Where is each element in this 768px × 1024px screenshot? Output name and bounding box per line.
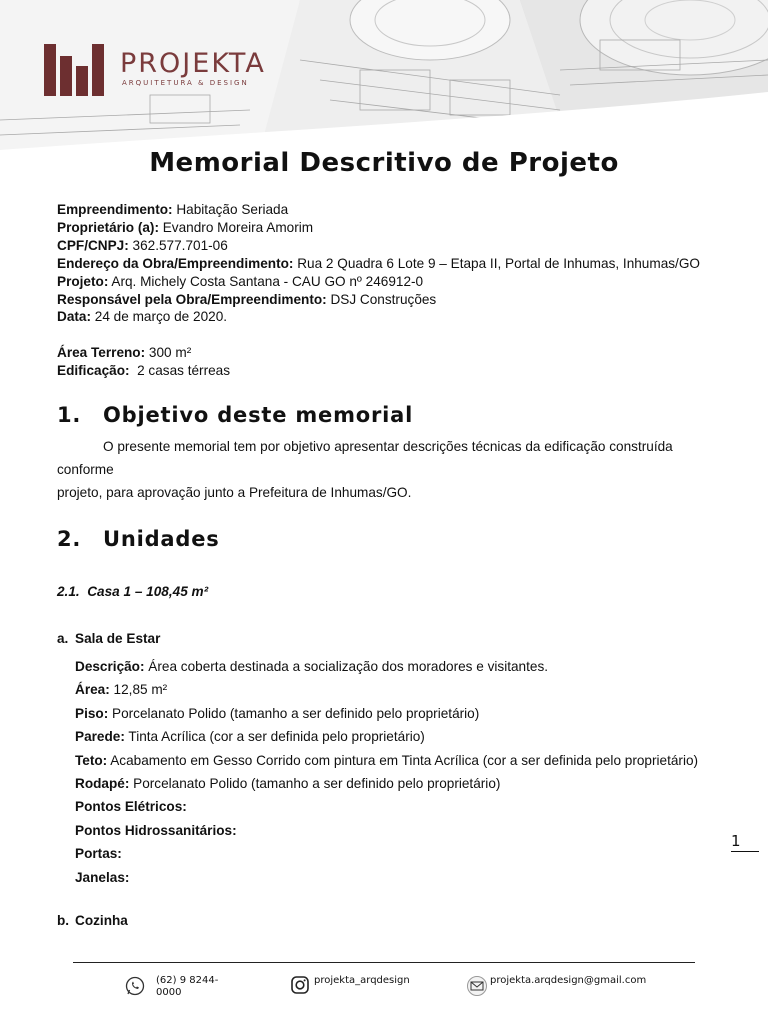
- info-row-area-terreno: Área Terreno: 300 m²: [57, 345, 192, 360]
- footer-divider: [73, 962, 695, 963]
- company-logo: [44, 44, 266, 96]
- section-heading-objetivo: 1. Objetivo deste memorial: [57, 403, 414, 427]
- info-row-projeto: Projeto: Arq. Michely Costa Santana - CAU GO nº 246912-0: [57, 273, 424, 289]
- logo-mark-icon: [44, 44, 104, 96]
- info-row-endereco: Endereço da Obra/Empreendimento: Rua 2 Quadra 6 Lote 9 – Etapa II, Portal de Inhumas, Inhumas/GO: [57, 255, 700, 271]
- logo-tagline: ARQUITETURA & DESIGN: [122, 79, 249, 87]
- detail-teto: Teto: Acabamento em Gesso Corrido com pintura em Tinta Acrílica (cor a ser definida pelo proprietário): [75, 752, 699, 768]
- info-row-proprietario: Proprietário (a): Evandro Moreira Amorim: [57, 219, 314, 235]
- subsection-heading-casa-1: 2.1. Casa 1 – 108,45 m²: [57, 584, 209, 599]
- detail-piso: Piso: Porcelanato Polido (tamanho a ser definido pelo proprietário): [75, 705, 480, 721]
- footer-instagram: projekta_arqdesign: [290, 975, 410, 998]
- area-info-block: [57, 344, 230, 380]
- item-heading-cozinha: b. Cozinha: [57, 913, 128, 928]
- info-row-cpf: CPF/CNPJ: 362.577.701-06: [57, 237, 228, 253]
- info-row-responsavel: Responsável pela Obra/Empreendimento: DSJ Construções: [57, 291, 437, 307]
- info-row-edificacao: Edificação: 2 casas térreas: [57, 362, 231, 378]
- info-row-empreendimento: Empreendimento: Habitação Seriada: [57, 202, 289, 217]
- whatsapp-icon: [124, 975, 146, 1000]
- footer-phone: (62) 9 8244- 0000: [124, 975, 218, 1000]
- detail-area: Área: 12,85 m²: [75, 682, 168, 698]
- footer-email: projekta.arqdesign@gmail.com: [466, 975, 646, 1000]
- detail-pontos-eletricos: Pontos Elétricos:: [75, 799, 187, 815]
- section-heading-unidades: 2. Unidades: [57, 527, 220, 551]
- info-row-data: Data: 24 de março de 2020.: [57, 309, 228, 325]
- detail-janelas: Janelas:: [75, 869, 130, 885]
- objective-paragraph: O presente memorial tem por objetivo apresentar descrições técnicas da edificação construída conforme projeto, para aprovação junto a Prefeitura de Inhumas/GO.: [57, 439, 673, 500]
- detail-parede: Parede: Tinta Acrílica (cor a ser definida pelo proprietário): [75, 729, 425, 745]
- detail-descricao: Descrição: Área coberta destinada a socialização dos moradores e visitantes.: [75, 659, 549, 674]
- item-heading-sala-de-estar: a. Sala de Estar: [57, 631, 161, 646]
- page-number: 1: [731, 832, 759, 852]
- detail-portas: Portas:: [75, 846, 122, 862]
- detail-pontos-hidrossanitarios: Pontos Hidrossanitários:: [75, 822, 237, 838]
- email-icon: [466, 975, 488, 1000]
- project-info-block: [57, 201, 700, 326]
- detail-rodape: Rodapé: Porcelanato Polido (tamanho a ser definido pelo proprietário): [75, 776, 501, 792]
- room-details-list: [75, 655, 698, 889]
- logo-wordmark: PROJEKTA: [120, 48, 266, 79]
- instagram-icon: [290, 975, 310, 998]
- document-title: Memorial Descritivo de Projeto: [149, 148, 619, 178]
